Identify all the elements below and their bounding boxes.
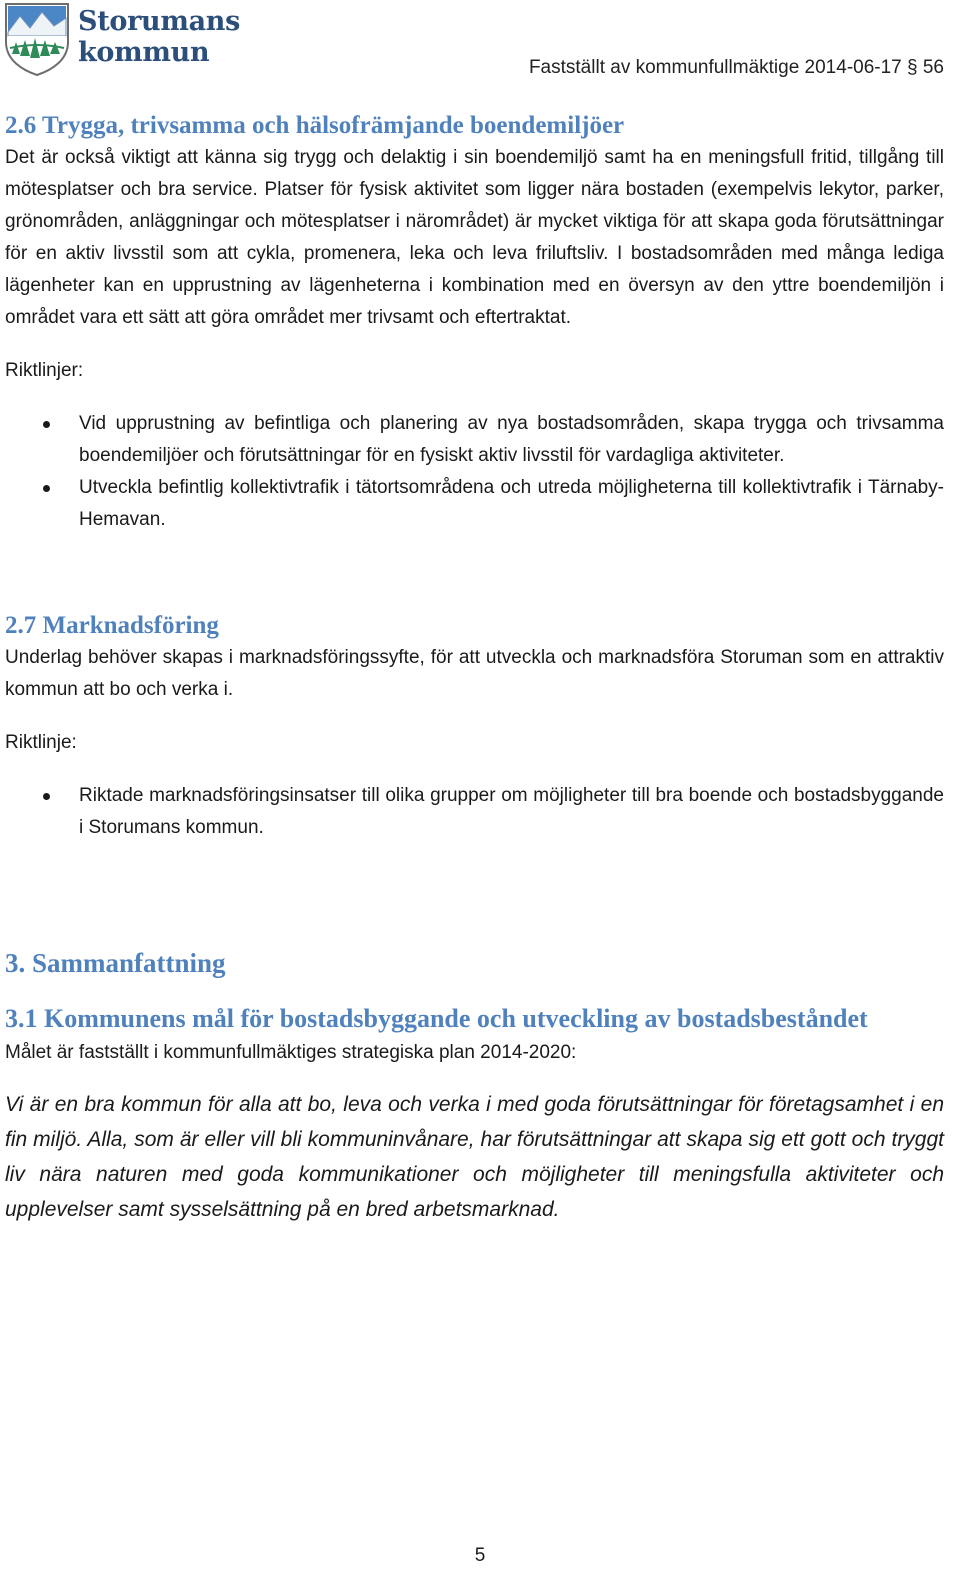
crest-icon [4, 2, 70, 76]
list-item [5, 780, 944, 844]
guidelines-list [5, 780, 944, 844]
logo-line-2: kommun [78, 37, 210, 68]
logo-wordmark [78, 6, 240, 68]
section-3-1 [5, 1000, 944, 1227]
section-2-6 [5, 108, 944, 536]
approval-note: Fastställt av kommunfullmäktige 2014-06-17 § 56 [528, 57, 944, 78]
bullet-dot-icon [43, 485, 50, 492]
section-3 [5, 944, 944, 982]
bullet-dot-icon [43, 421, 50, 428]
list-item-text: Riktade marknadsföringsinsatser till olika grupper om möjligheter till bra boende och bostadsbyggande i Storumans kommun. [79, 785, 944, 838]
list-item-text: Utveckla befintlig kollektivtrafik i tätortsområdena och utreda möjligheterna till kollektivtrafik i Tärnaby-Hemavan. [79, 477, 944, 530]
list-item [5, 408, 944, 472]
section-heading: 2.7 Marknadsföring [5, 612, 219, 639]
goal-quote: Vi är en bra kommun för alla att bo, leva och verka i med goda förutsättningar för företagsamhet i en fin miljö. Alla, som är eller vill bli kommuninvånare, har förutsättningar att skapa sig ett gott och tryggt liv nära naturen med goda kommunikationer och möjligheter till meningsfulla aktiviteter och upplevelser samt sysselsättning på en bred arbetsmarknad. [5, 1093, 944, 1221]
body-paragraph: Målet är fastställt i kommunfullmäktiges strategiska plan 2014-2020: [5, 1042, 577, 1063]
chapter-heading: 3. Sammanfattning [5, 948, 226, 978]
guidelines-label: Riktlinjer: [5, 360, 84, 381]
bullet-dot-icon [43, 793, 50, 800]
guidelines-list [5, 408, 944, 536]
municipality-logo [4, 2, 254, 78]
list-item [5, 472, 944, 536]
document-body [5, 108, 944, 1227]
section-heading: 2.6 Trygga, trivsamma och hälsofrämjande boendemiljöer [5, 112, 625, 139]
guideline-label: Riktlinje: [5, 732, 77, 753]
section-heading: 3.1 Kommunens mål för bostadsbyggande och utveckling av bostadsbeståndet [5, 1004, 868, 1033]
page-header [0, 0, 960, 90]
body-paragraph: Det är också viktigt att känna sig trygg och delaktig i sin boendemiljö samt ha en meningsfull fritid, tillgång till mötesplatser och bra service. Platser för fysisk aktivitet som ligger nära bostaden (exempelvis lekytor, parker, grönområden, anläggningar och mötesplatser i närområdet) är mycket viktiga för att skapa goda förutsättningar för en aktiv livsstil som att cykla, promenera, leka och leva friluftsliv. I bostadsområden med många lediga lägenheter kan en upprustning av lägenheterna i kombination med en översyn av den yttre boendemiljön i området vara ett sätt att göra området mer trivsamt och eftertraktat. [5, 147, 944, 328]
list-item-text: Vid upprustning av befintliga och planering av nya bostadsområden, skapa trygga och trivsamma boendemiljöer och förutsättningar för en fysiskt aktiv livsstil för vardagliga aktiviteter. [79, 413, 944, 466]
page-number: 5 [474, 1545, 486, 1566]
logo-line-1: Storumans [78, 6, 241, 37]
body-paragraph: Underlag behöver skapas i marknadsföringssyfte, för att utveckla och marknadsföra Storuman som en attraktiv kommun att bo och verka i. [5, 647, 944, 700]
section-2-7 [5, 608, 944, 844]
